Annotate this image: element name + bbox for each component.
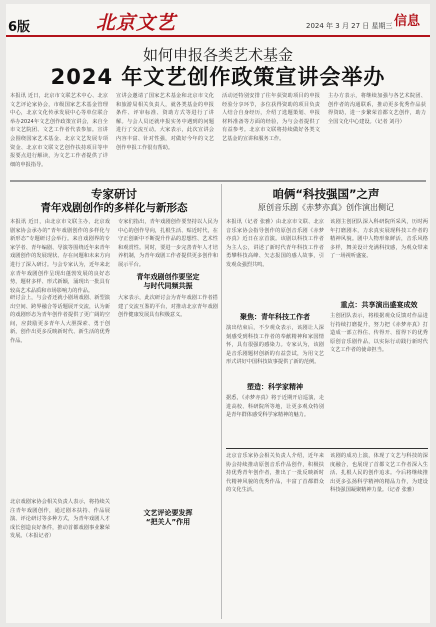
right-article-headline-1: 咱俩“科技强国”之声 (272, 187, 380, 201)
left-article-headline-1: 专家研讨 (91, 187, 137, 201)
top-article-col-3: 活动还特别安排了往年获资助项目的申报经验分享环节，多位获得资助的项目负责人结合自身经历，介绍了选题策划、申报材料准备等方面的经验，为与会者提供了有益参考。北京市文联将持续做好各类文艺基金的宣讲和服务工作。 (222, 93, 320, 142)
page-number: 6版 (8, 20, 31, 35)
left-article-col-2: 专家们指出，青年戏剧创作要坚持以人民为中心的创作导向，扎根生活、贴近时代，在守正创新中不断提升作品的思想性、艺术性和观赏性。同时，要进一步完善青年人才培养机制，为青年戏剧工作者提供更多创作和展示平台。 (118, 219, 218, 268)
right-article-col-6: 北京音乐家协会相关负责人介绍，近年来协会持续推动原创音乐作品创作，积极扶持优秀青年创作者，推出了一批反映新时代精神风貌的优秀作品，丰富了首都群众的文化生活。 (226, 453, 324, 494)
right-article-col-3: 演出结束后，不少观众表示，该剧让人深刻感受到科技工作者的奉献精神和家国情怀，具有很强的感染力。专家认为，该剧是音乐剧题材创新的有益尝试，为用文艺形式讲好中国科技故事提供了新的范例。 (226, 325, 324, 366)
section-name: 信息 (394, 14, 421, 29)
top-article-col-1: 本报讯 近日，北京市文联艺术中心、北京文艺评论家协会，市级国家艺术基金管理中心，北京文化传承发展中心等单位联合举办2024年文艺创作政策宣讲会，来自全市文艺院团、文艺工作者代表参加。宣讲会围绕国家艺术基金、北京文艺发展专项资金、北京市文联文艺创作扶持项目等申报要点进行解读，为文艺工作者提供了详细的申报指导。 (10, 93, 108, 168)
column-divider (221, 184, 222, 619)
left-article-col-5: 北京戏剧家协会相关负责人表示，将持续关注青年戏剧创作，通过剧本扶持、作品展演、评论研讨等多种方式，为青年戏剧人才成长创造良好条件，推动首都戏剧事业繁荣发展。（本报记者） (10, 499, 110, 540)
right-article-col-7: 该剧的成功上演，体现了文艺与科技的深度融合，也展现了首都文艺工作者深入生活、扎根人民的创作追求。今后将继续推出更多弘扬科学精神的精品力作，为建设科技强国凝聚精神力量。（记者 张雅） (330, 453, 428, 494)
masthead-divider (6, 35, 430, 37)
newspaper-logo: 北京文艺 (96, 12, 177, 34)
right-article-col-5: 主创团队表示，将根据观众反馈对作品进行持续打磨提升，努力把《赤梦亦真》打造成一部立得住、传得开、留得下的优秀原创音乐剧作品，以实际行动践行新时代文艺工作者的使命担当。 (330, 313, 428, 354)
right-article-col-2: 该剧主创团队深入科研院所采风，历时两年打磨剧本，力求真实展现科技工作者的精神风貌。剧中人物形象鲜活，音乐风格多样，舞美设计充满科技感，为观众带来了一场视听盛宴。 (330, 219, 428, 260)
left-article-col-3: 研讨会上，与会者还就小剧场戏剧、新型演出空间、跨界融合等话题展开交流，认为新的戏剧形态为青年创作者提供了更广阔的空间，应鼓励更多青年人大胆探索、勇于创新，创作出更多反映新时代、新生活的优秀作品。 (10, 295, 110, 344)
left-subhead-4: “把关人”作用 (145, 518, 191, 526)
top-article-headline: 2024 年文艺创作政策宣讲会举办 (50, 65, 386, 89)
right-article-col-4: 据悉，《赤梦亦真》将于近期开启巡演，走进高校、科研院所等地，让更多观众特别是青年群体感受科学家精神的魅力。 (226, 395, 324, 419)
top-article-col-4: 主办方表示，将继续加强与各艺术院团、创作者的沟通联系，推动更多优秀作品获得资助，进一步繁荣首都文艺创作，助力全国文化中心建设。（记者 刘丹） (328, 93, 426, 125)
newspaper-page (6, 4, 430, 623)
right-article-headline-2: 原创音乐剧《赤梦亦真》创作演出侧记 (258, 203, 394, 212)
left-article-col-4: 大家表示，此次研讨会为青年戏剧工作者搭建了交流互鉴的平台，对推动北京青年戏剧创作健康发展具有积极意义。 (118, 295, 218, 319)
right-subhead-1: 聚焦：青年科技工作者 (240, 313, 310, 321)
left-subhead-1: 青年戏剧创作要坚定 (136, 273, 200, 281)
section-divider (10, 180, 426, 182)
left-subhead-3: 文艺评论要发挥 (143, 509, 193, 517)
right-article-col-1: 本报讯（记者 张雅）由北京市文联、北京音乐家协会指导创作的原创音乐剧《赤梦亦真》近日在京首演。该剧以科技工作者为主人公，讲述了新时代青年科技工作者勇攀科技高峰、矢志报国的感人故事，引发观众强烈共鸣。 (226, 219, 324, 268)
top-article-col-2: 宣讲会邀请了国家艺术基金和北京市文化和旅游局相关负责人，就各类基金的申报条件、评审标准、资助方式等进行了讲解。与会人员还就申报实务中遇到的问题进行了交流互动。大家表示，此次宣讲会内容丰富、针对性强，对做好今年的文艺创作申报工作很有帮助。 (116, 93, 214, 151)
masthead (6, 4, 430, 34)
left-article-headline-2: 青年戏剧创作的多样化与新形态 (40, 202, 188, 214)
right-subhead-3: 重点：共享演出盛宴成效 (340, 301, 418, 309)
left-article-col-1: 本报讯 近日，由北京市文联主办，北京戏剧家协会承办的“青年戏剧创作的多样化与新形态”专题研讨会举行。来自戏剧界的专家学者、青年编剧、导演等围绕近年来青年戏剧创作的发展现状、存在问题和未来方向进行了深入研讨。与会专家认为，近年来北京青年戏剧创作呈现出蓬勃发展的良好态势，题材多样、形式新颖，涌现出一批具有较高艺术品质和市场影响力的作品。 (10, 219, 110, 294)
right-box-divider (226, 448, 428, 449)
top-article-kicker: 如何申报各类艺术基金 (142, 46, 293, 64)
right-subhead-2: 塑造：科学家精神 (247, 383, 303, 391)
issue-date: 2024 年 3 月 27 日 星期三 (306, 22, 393, 30)
left-subhead-2: 与时代同频共振 (143, 282, 193, 290)
